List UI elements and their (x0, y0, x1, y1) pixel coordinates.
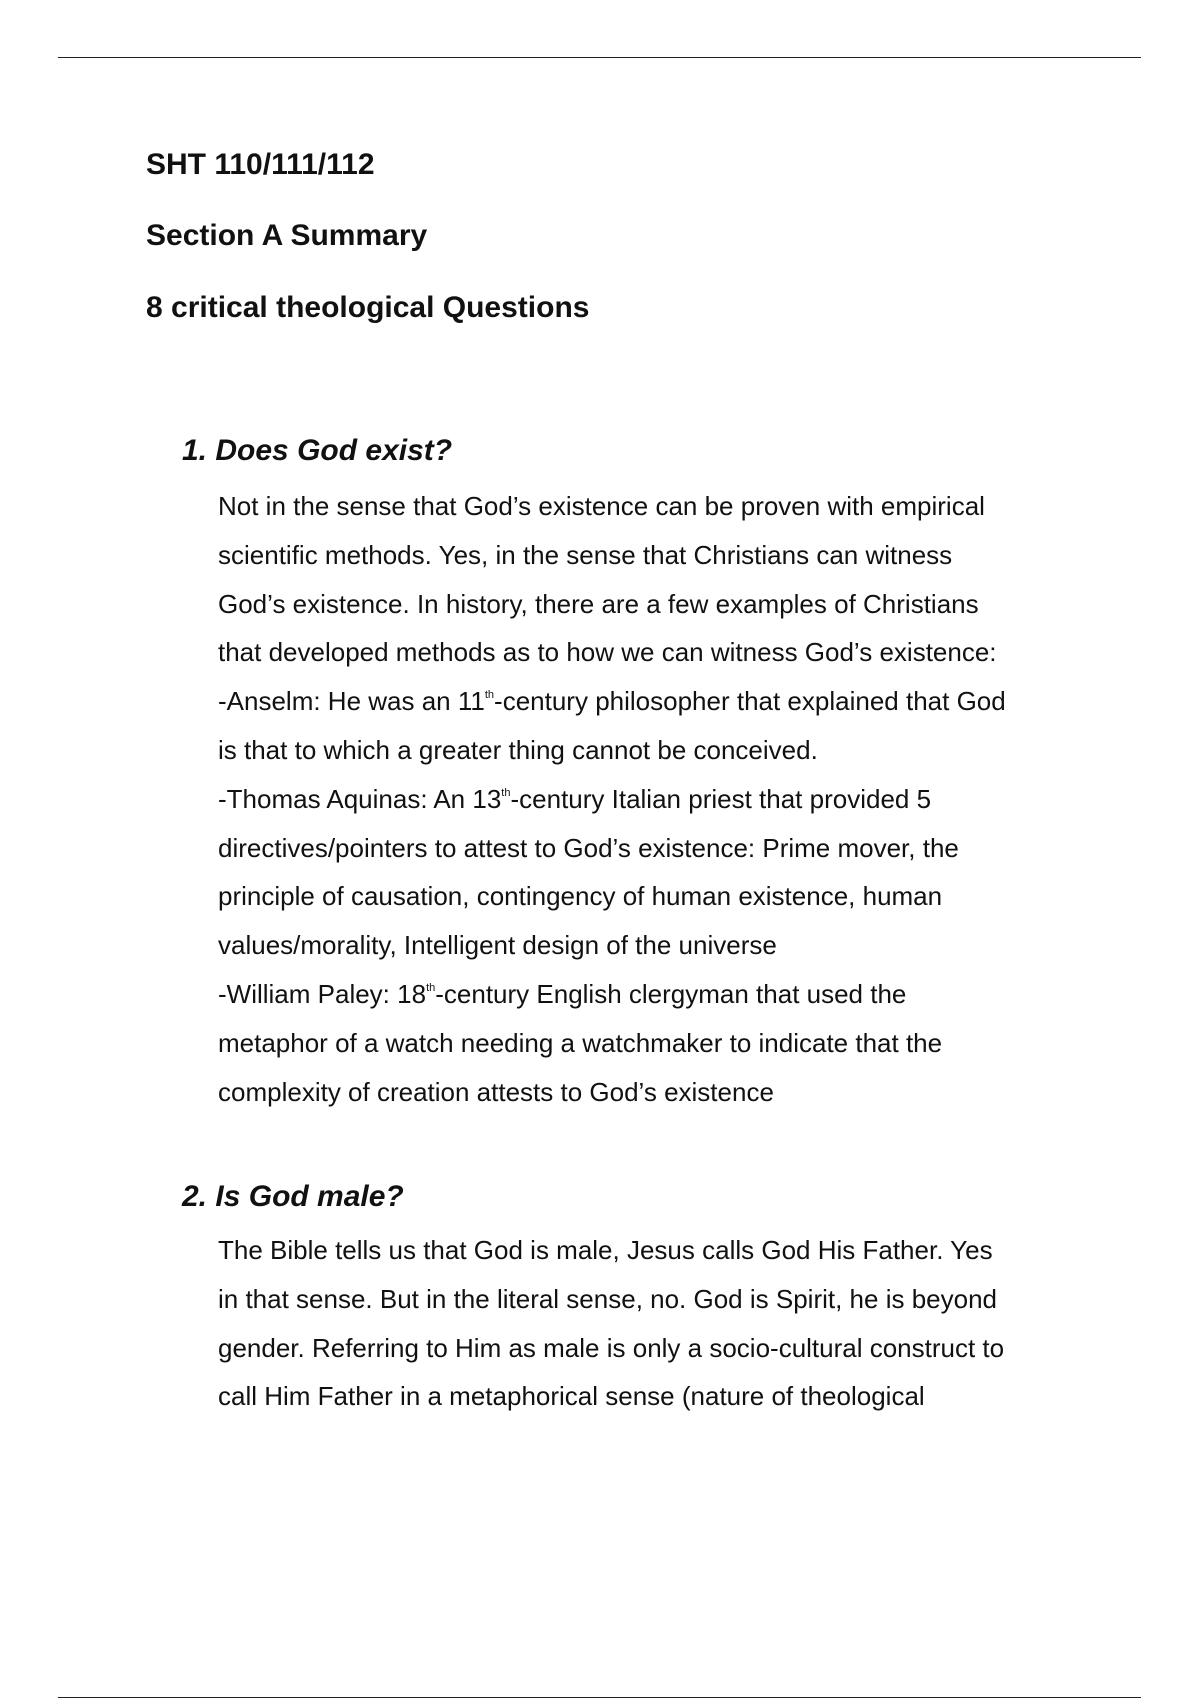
answer-line: principle of causation, contingency of human existence, human (218, 881, 943, 912)
answer-line: Not in the sense that God’s existence can be proven with empirical (218, 491, 985, 521)
answer-line: complexity of creation attests to God’s existence (218, 1076, 774, 1107)
document-subtitle: 8 critical theological Questions (146, 291, 590, 324)
answer-line: The Bible tells us that God is male, Jesus calls God His Father. Yes (218, 1235, 993, 1265)
answer-line: directives/pointers to attest to God’s existence: Prime mover, the (218, 832, 959, 863)
question-number: 1. (182, 434, 208, 467)
answer-line: is that to which a greater thing cannot be conceived. (218, 734, 818, 765)
answer-line: metaphor of a watch needing a watchmaker to indicate that the (218, 1027, 943, 1058)
answer-line: gender. Referring to Him as male is only a socio-cultural construct to (218, 1332, 1005, 1363)
answer-line: call Him Father in a metaphorical sense (nature of theological (218, 1381, 925, 1412)
answer-line: -William Paley: 18th-century English clergyman that used the (218, 978, 907, 1009)
answer-line: -Thomas Aquinas: An 13th-century Italian priest that provided 5 (218, 783, 932, 814)
question-title: Is God male? (215, 1180, 404, 1213)
answer-line: God’s existence. In history, there are a few examples of Christians (218, 588, 979, 619)
question-number: 2. (182, 1180, 208, 1213)
course-code: SHT 110/111/112 (146, 148, 375, 181)
question-2-answer (218, 1226, 1004, 1421)
ordinal-superscript: th (426, 981, 436, 994)
bottom-rule (58, 1697, 1141, 1698)
question-1-answer (218, 482, 1006, 1116)
answer-line: -Anselm: He was an 11th-century philosopher that explained that God (218, 686, 1006, 717)
top-rule (58, 57, 1141, 58)
question-2-heading (182, 1179, 404, 1215)
answer-line: that developed methods as to how we can witness God’s existence: (218, 637, 997, 668)
answer-line: values/morality, Intelligent design of the universe (218, 930, 777, 961)
section-title: Section A Summary (146, 219, 428, 252)
question-1-heading (182, 433, 452, 469)
ordinal-superscript: th (501, 786, 511, 799)
question-title: Does God exist? (215, 434, 453, 467)
answer-line: scientific methods. Yes, in the sense that Christians can witness (218, 539, 953, 570)
answer-line: in that sense. But in the literal sense, no. God is Spirit, he is beyond (218, 1283, 997, 1314)
ordinal-superscript: th (484, 689, 495, 702)
